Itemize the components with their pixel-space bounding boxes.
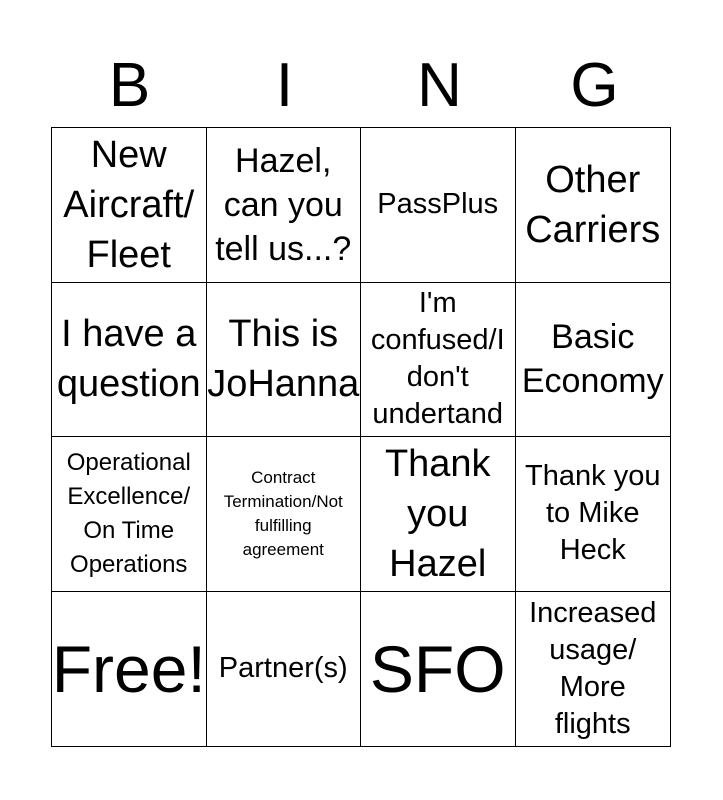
bingo-cell[interactable]: [361, 283, 516, 438]
bingo-board: [51, 127, 671, 747]
cell-text: This is JoHanna: [207, 313, 360, 406]
bingo-cell[interactable]: [207, 437, 362, 592]
cell-text: Partner(s): [218, 652, 348, 685]
cell-text: Other Carriers: [525, 158, 661, 251]
cell-text: I'm confused/I don't undertand: [370, 287, 505, 431]
cell-text: Operational Excellence/ On Time Operations: [66, 448, 191, 578]
bingo-cell[interactable]: [361, 592, 516, 747]
header-letter-i: I: [275, 51, 294, 120]
bingo-cell[interactable]: [52, 283, 207, 438]
cell-text: Free!: [52, 631, 206, 706]
cell-text: Increased usage/ More flights: [529, 596, 657, 740]
bingo-cell[interactable]: [207, 592, 362, 747]
bingo-cell[interactable]: [516, 283, 671, 438]
cell-text: PassPlus: [377, 188, 499, 221]
cell-text: New Aircraft/ Fleet: [63, 133, 195, 276]
header-letter-b: B: [108, 51, 151, 120]
bingo-header: [52, 50, 672, 122]
cell-text: Thank you to Mike Heck: [525, 460, 661, 567]
cell-text: Basic Economy: [521, 318, 664, 401]
bingo-cell[interactable]: [516, 128, 671, 283]
bingo-cell[interactable]: [361, 437, 516, 592]
bingo-cell[interactable]: [207, 283, 362, 438]
header-letter-n: N: [417, 51, 462, 120]
cell-text: Thank you Hazel: [384, 442, 491, 585]
cell-text: SFO: [369, 631, 506, 706]
bingo-cell[interactable]: [207, 128, 362, 283]
cell-text: Contract Termination/Not fulfilling agreement: [223, 467, 343, 559]
cell-text: I have a question: [56, 313, 201, 406]
bingo-cell[interactable]: [361, 128, 516, 283]
bingo-cell[interactable]: [516, 592, 671, 747]
bingo-free-cell[interactable]: [52, 592, 207, 747]
cell-text: Hazel, can you tell us...?: [215, 141, 352, 268]
header-letter-g: G: [570, 51, 619, 120]
bingo-cell[interactable]: [516, 437, 671, 592]
bingo-cell[interactable]: [52, 437, 207, 592]
bingo-cell[interactable]: [52, 128, 207, 283]
